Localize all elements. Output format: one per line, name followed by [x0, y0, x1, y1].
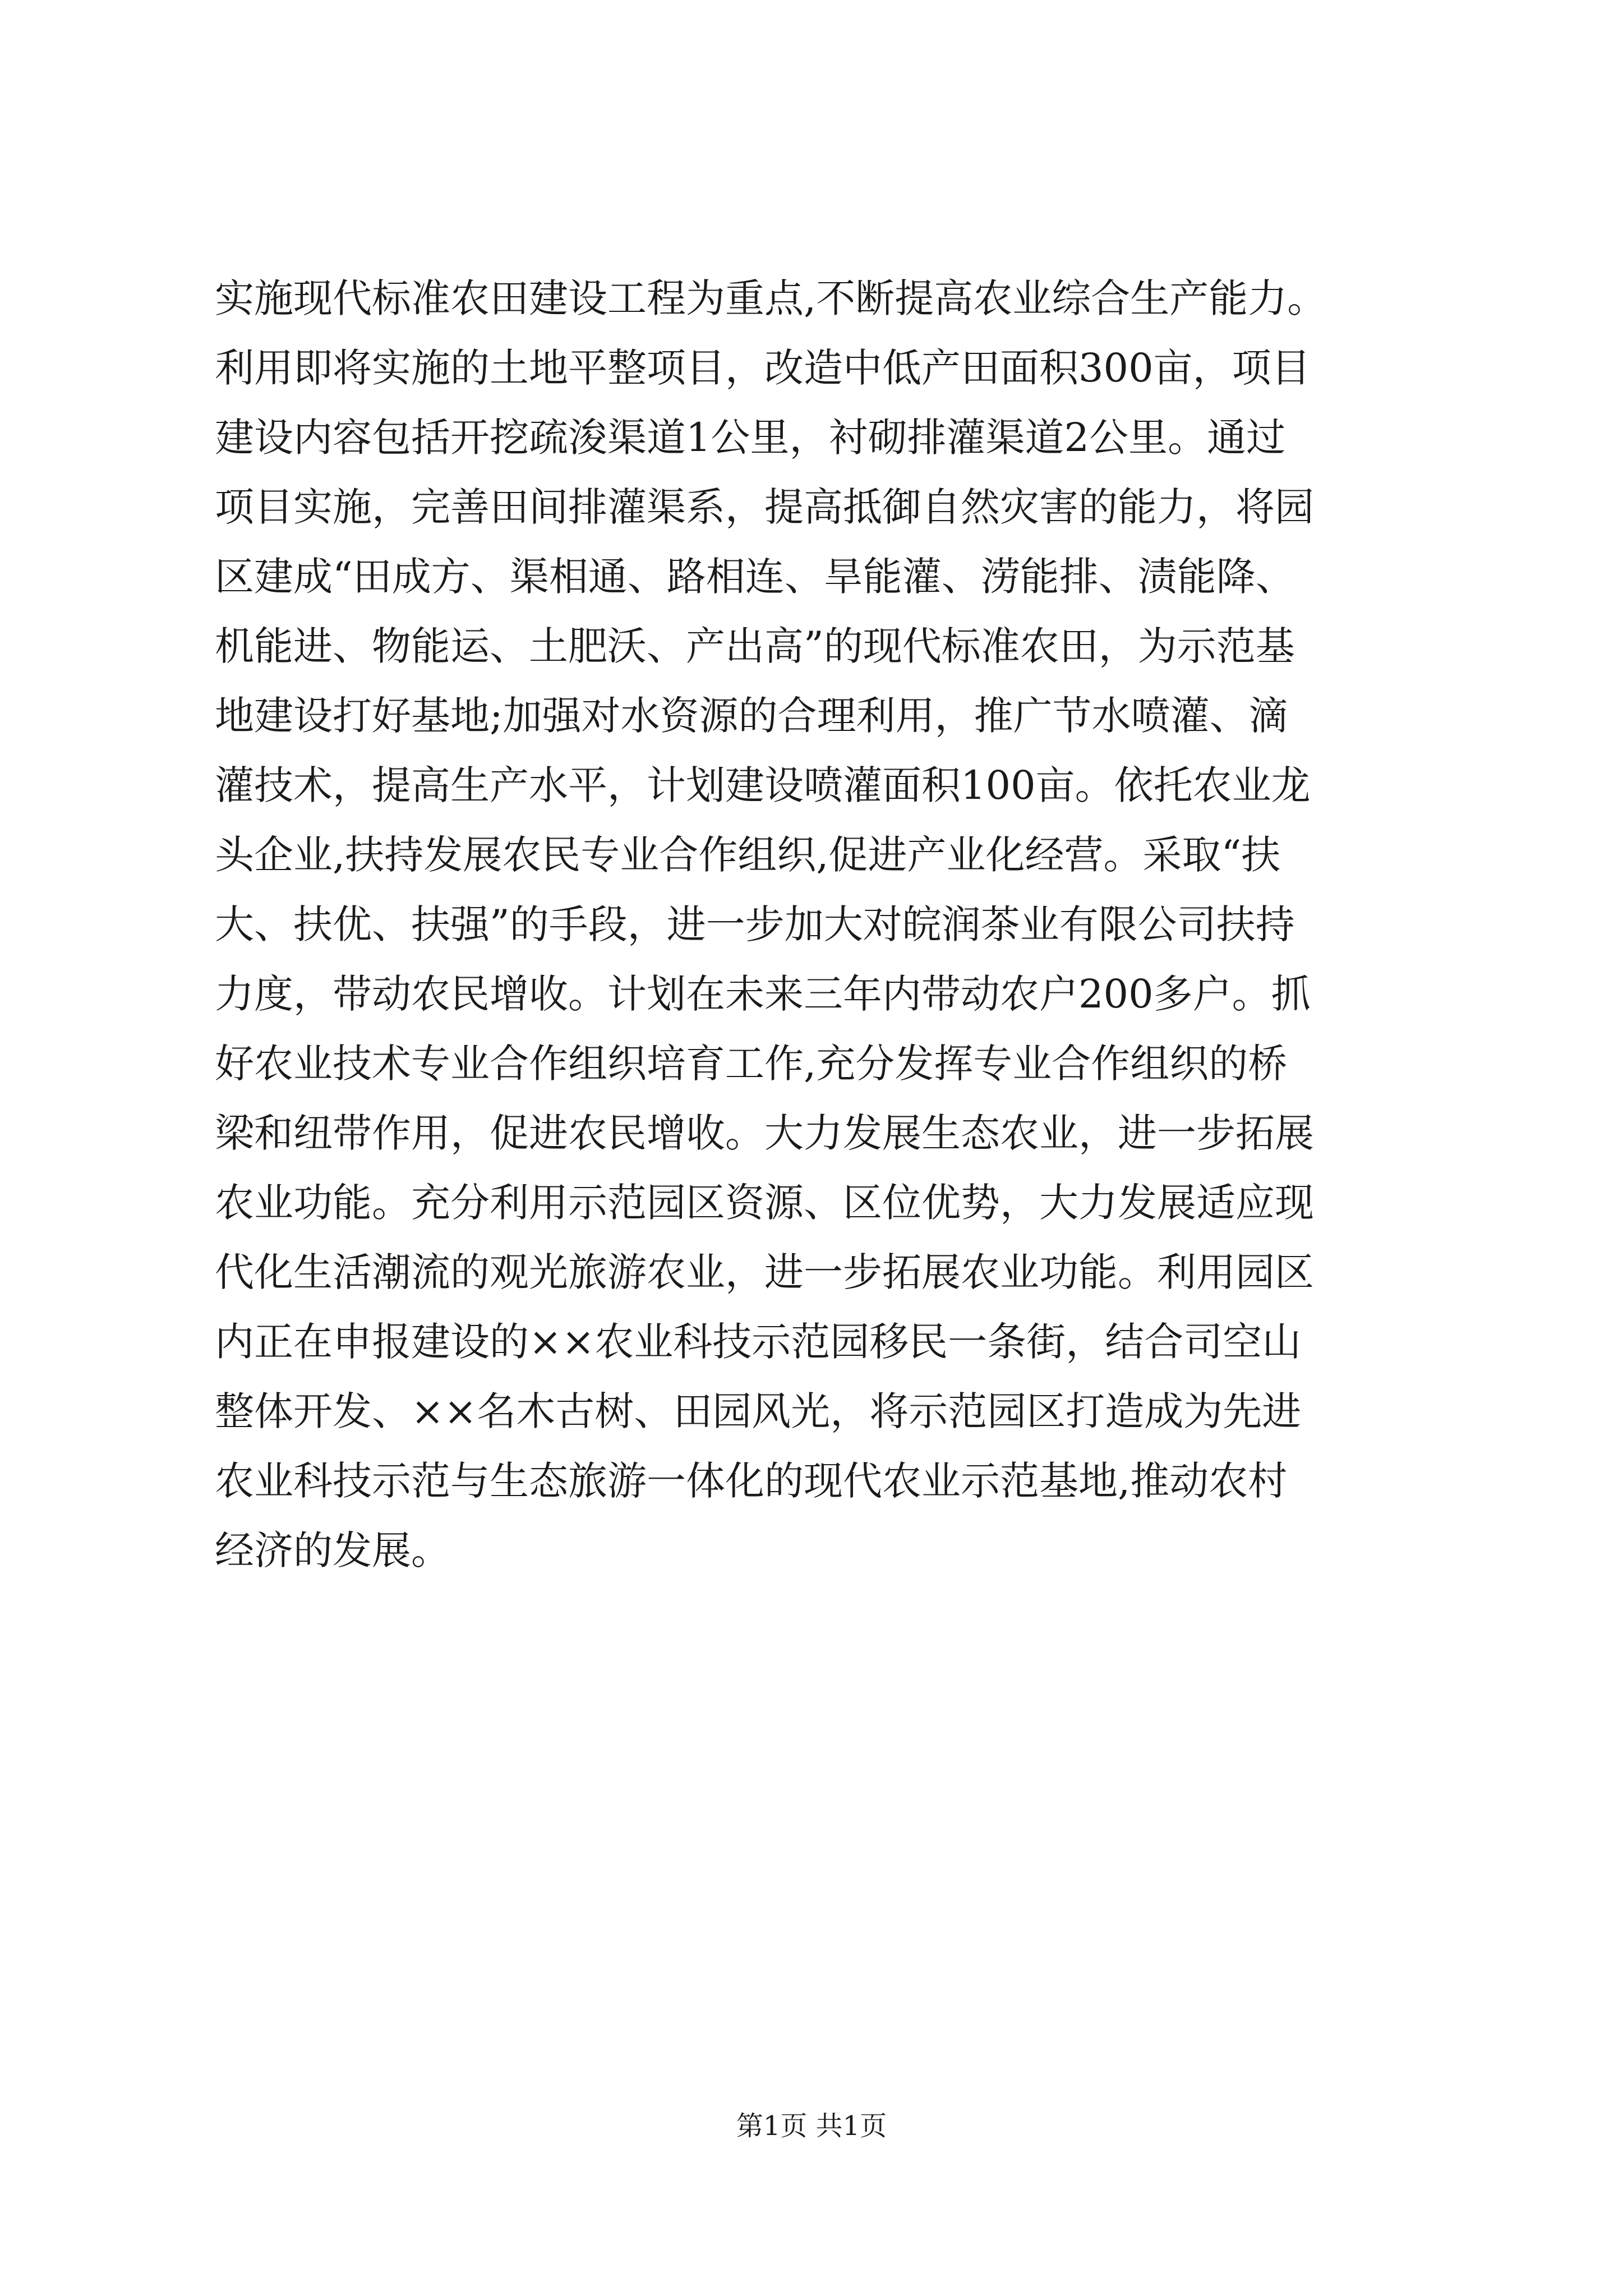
- paragraph-line: 区建成“田成方、渠相通、路相连、旱能灌、涝能排、渍能降、: [215, 554, 1295, 600]
- paragraph-line: 内正在申报建设的××农业科技示范园移民一条街，结合司空山: [215, 1319, 1302, 1365]
- paragraph-line: 头企业,扶持发展农民专业合作组织,促进产业化经营。采取“扶: [215, 832, 1281, 878]
- paragraph-line: 农业科技示范与生态旅游一体化的现代农业示范基地,推动农村: [215, 1458, 1288, 1504]
- paragraph-line: 梁和纽带作用，促进农民增收。大力发展生态农业，进一步拓展: [215, 1110, 1314, 1156]
- paragraph-line: 经济的发展。: [215, 1527, 450, 1573]
- body-paragraph: [215, 264, 1437, 1585]
- paragraph-line: 建设内容包括开挖疏浚渠道1公里，衬砌排灌渠道2公里。通过: [215, 415, 1286, 461]
- paragraph-line: 灌技术，提高生产水平，计划建设喷灌面积100亩。依托农业龙: [215, 762, 1311, 808]
- paragraph-line: 力度，带动农民增收。计划在未来三年内带动农户200多户。抓: [215, 971, 1311, 1017]
- paragraph-line: 机能进、物能运、土肥沃、产出高”的现代标准农田，为示范基: [215, 623, 1295, 669]
- paragraph-line: 地建设打好基地;加强对水资源的合理利用，推广节水喷灌、滴: [215, 693, 1288, 739]
- paragraph-line: 整体开发、××名木古树、田园风光，将示范园区打造成为先进: [215, 1388, 1302, 1434]
- paragraph-line: 农业功能。充分利用示范园区资源、区位优势，大力发展适应现: [215, 1180, 1314, 1226]
- paragraph-line: 大、扶优、扶强”的手段，进一步加大对皖润茶业有限公司扶持: [215, 901, 1295, 947]
- paragraph-line: 代化生活潮流的观光旅游农业，进一步拓展农业功能。利用园区: [215, 1249, 1314, 1295]
- paragraph-line: 利用即将实施的土地平整项目，改造中低产田面积300亩，项目: [215, 345, 1311, 391]
- page-number-footer: 第1页 共1页: [736, 2110, 887, 2142]
- paragraph-line: 好农业技术专业合作组织培育工作,充分发挥专业合作组织的桥: [215, 1041, 1288, 1087]
- paragraph-line: 实施现代标准农田建设工程为重点,不断提高农业综合生产能力。: [215, 275, 1327, 321]
- paragraph-line: 项目实施，完善田间排灌渠系，提高抵御自然灾害的能力，将园: [215, 484, 1314, 530]
